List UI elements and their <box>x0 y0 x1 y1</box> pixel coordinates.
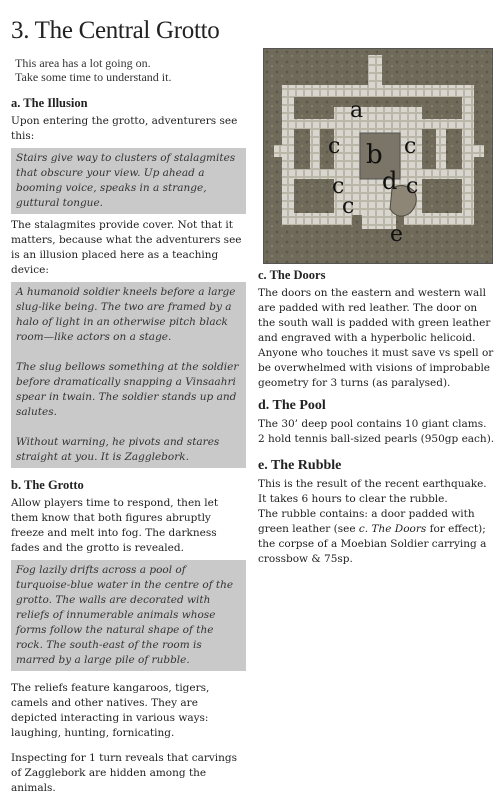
map-label-c-w: c <box>332 174 345 199</box>
intro-line-1: This area has a lot going on. <box>15 56 151 70</box>
section-d-line-1: The 30’ deep pool contains 10 giant clams. <box>258 418 487 430</box>
section-e-line-3 <box>258 507 496 567</box>
doors-reference: c. The Doors <box>358 523 427 535</box>
section-b-heading: b. The Grotto <box>11 478 84 492</box>
map-label-b: b <box>366 140 383 170</box>
rubble-text-start: The rubble contains: a door padded with green leather (see <box>258 508 475 535</box>
section-b-intro: Allow players time to respond, then let them know that both figures abruptly freeze and melt into fog. The darkness fades and the grotto is revealed. <box>11 497 219 554</box>
read-aloud-box-illusion <box>11 148 246 214</box>
section-b-reliefs: The reliefs feature kangaroos, tigers, camels and other natives. They are depicted interacting in various ways: laughing, hunting, fornicating. <box>11 682 210 739</box>
section-c-heading: c. The Doors <box>258 268 326 282</box>
read-aloud-para-2: The slug bellows something at the soldier before dramatically snapping a Vinsaahri spear in twain. The soldier stands up and salutes. <box>16 361 239 418</box>
section-d-heading: d. The Pool <box>258 398 326 413</box>
read-aloud-text: Stairs give way to clusters of stalagmites that obscure your view. Up ahead a booming voice, speaks in a strange, guttural tongue. <box>16 152 236 209</box>
read-aloud-box-scene <box>11 282 246 468</box>
intro-text <box>15 56 245 84</box>
map-label-a: a <box>350 98 364 123</box>
read-aloud-text: Fog lazily drifts across a pool of turquoise-blue water in the centre of the grotto. The walls are decorated with reliefs of innumerable animals whose forms follow the natural shape of the rock. The south-east of the room is marred by a large pile of rubble. <box>16 564 234 666</box>
read-aloud-box-grotto <box>11 560 246 671</box>
read-aloud-para-3: Without warning, he pivots and stares straight at you. It is Zagglebork. <box>16 436 220 463</box>
intro-line-2: Take some time to understand it. <box>15 70 172 84</box>
read-aloud-para-1: A humanoid soldier kneels before a large slug-like being. The two are framed by a halo of light in an otherwise pitch black room—like actors on a stage. <box>16 286 236 343</box>
section-b-carvings: Inspecting for 1 turn reveals that carvings of Zagglebork are hidden among the animals. <box>11 752 238 794</box>
rubble-text-end: for effect); the corpse of a Moebian Soldier carrying a crossbow & 75sp. <box>258 523 487 565</box>
section-c-text: The doors on the eastern and western wall are padded with red leather. The door on the south wall is padded with green leather and engraved with a hyperbolic helicoid. Anyone who touches it must save vs spell or be overwhelmed with visions of improbable geometry for 3 turns (as paralysed). <box>258 287 494 389</box>
section-e-heading: e. The Rubble <box>258 458 342 473</box>
map-label-c-e: c <box>406 174 419 199</box>
map-label-c-nw: c <box>328 134 341 159</box>
left-column <box>11 96 246 796</box>
map-label-e: e <box>390 222 404 247</box>
section-a-body: The stalagmites provide cover. Not that it matters, because what the adventurers see is an illusion placed here as a teaching device: <box>11 219 242 276</box>
map-label-c-ne: c <box>404 134 417 159</box>
section-d-line-2: 2 hold tennis ball-sized pearls (950gp each). <box>258 433 495 445</box>
right-column <box>258 268 496 567</box>
section-a-intro: Upon entering the grotto, adventurers see this: <box>11 115 238 142</box>
page-title: 3. The Central Grotto <box>11 17 220 44</box>
section-a-heading: a. The Illusion <box>11 96 88 110</box>
map-label-d: d <box>382 167 398 195</box>
grotto-map <box>263 48 493 264</box>
section-e-line-2: It takes 6 hours to clear the rubble. <box>258 493 448 505</box>
map-label-c-sw: c <box>342 194 355 219</box>
grotto-map-drawing <box>264 49 492 263</box>
section-e-line-1: This is the result of the recent earthquake. <box>258 478 487 490</box>
